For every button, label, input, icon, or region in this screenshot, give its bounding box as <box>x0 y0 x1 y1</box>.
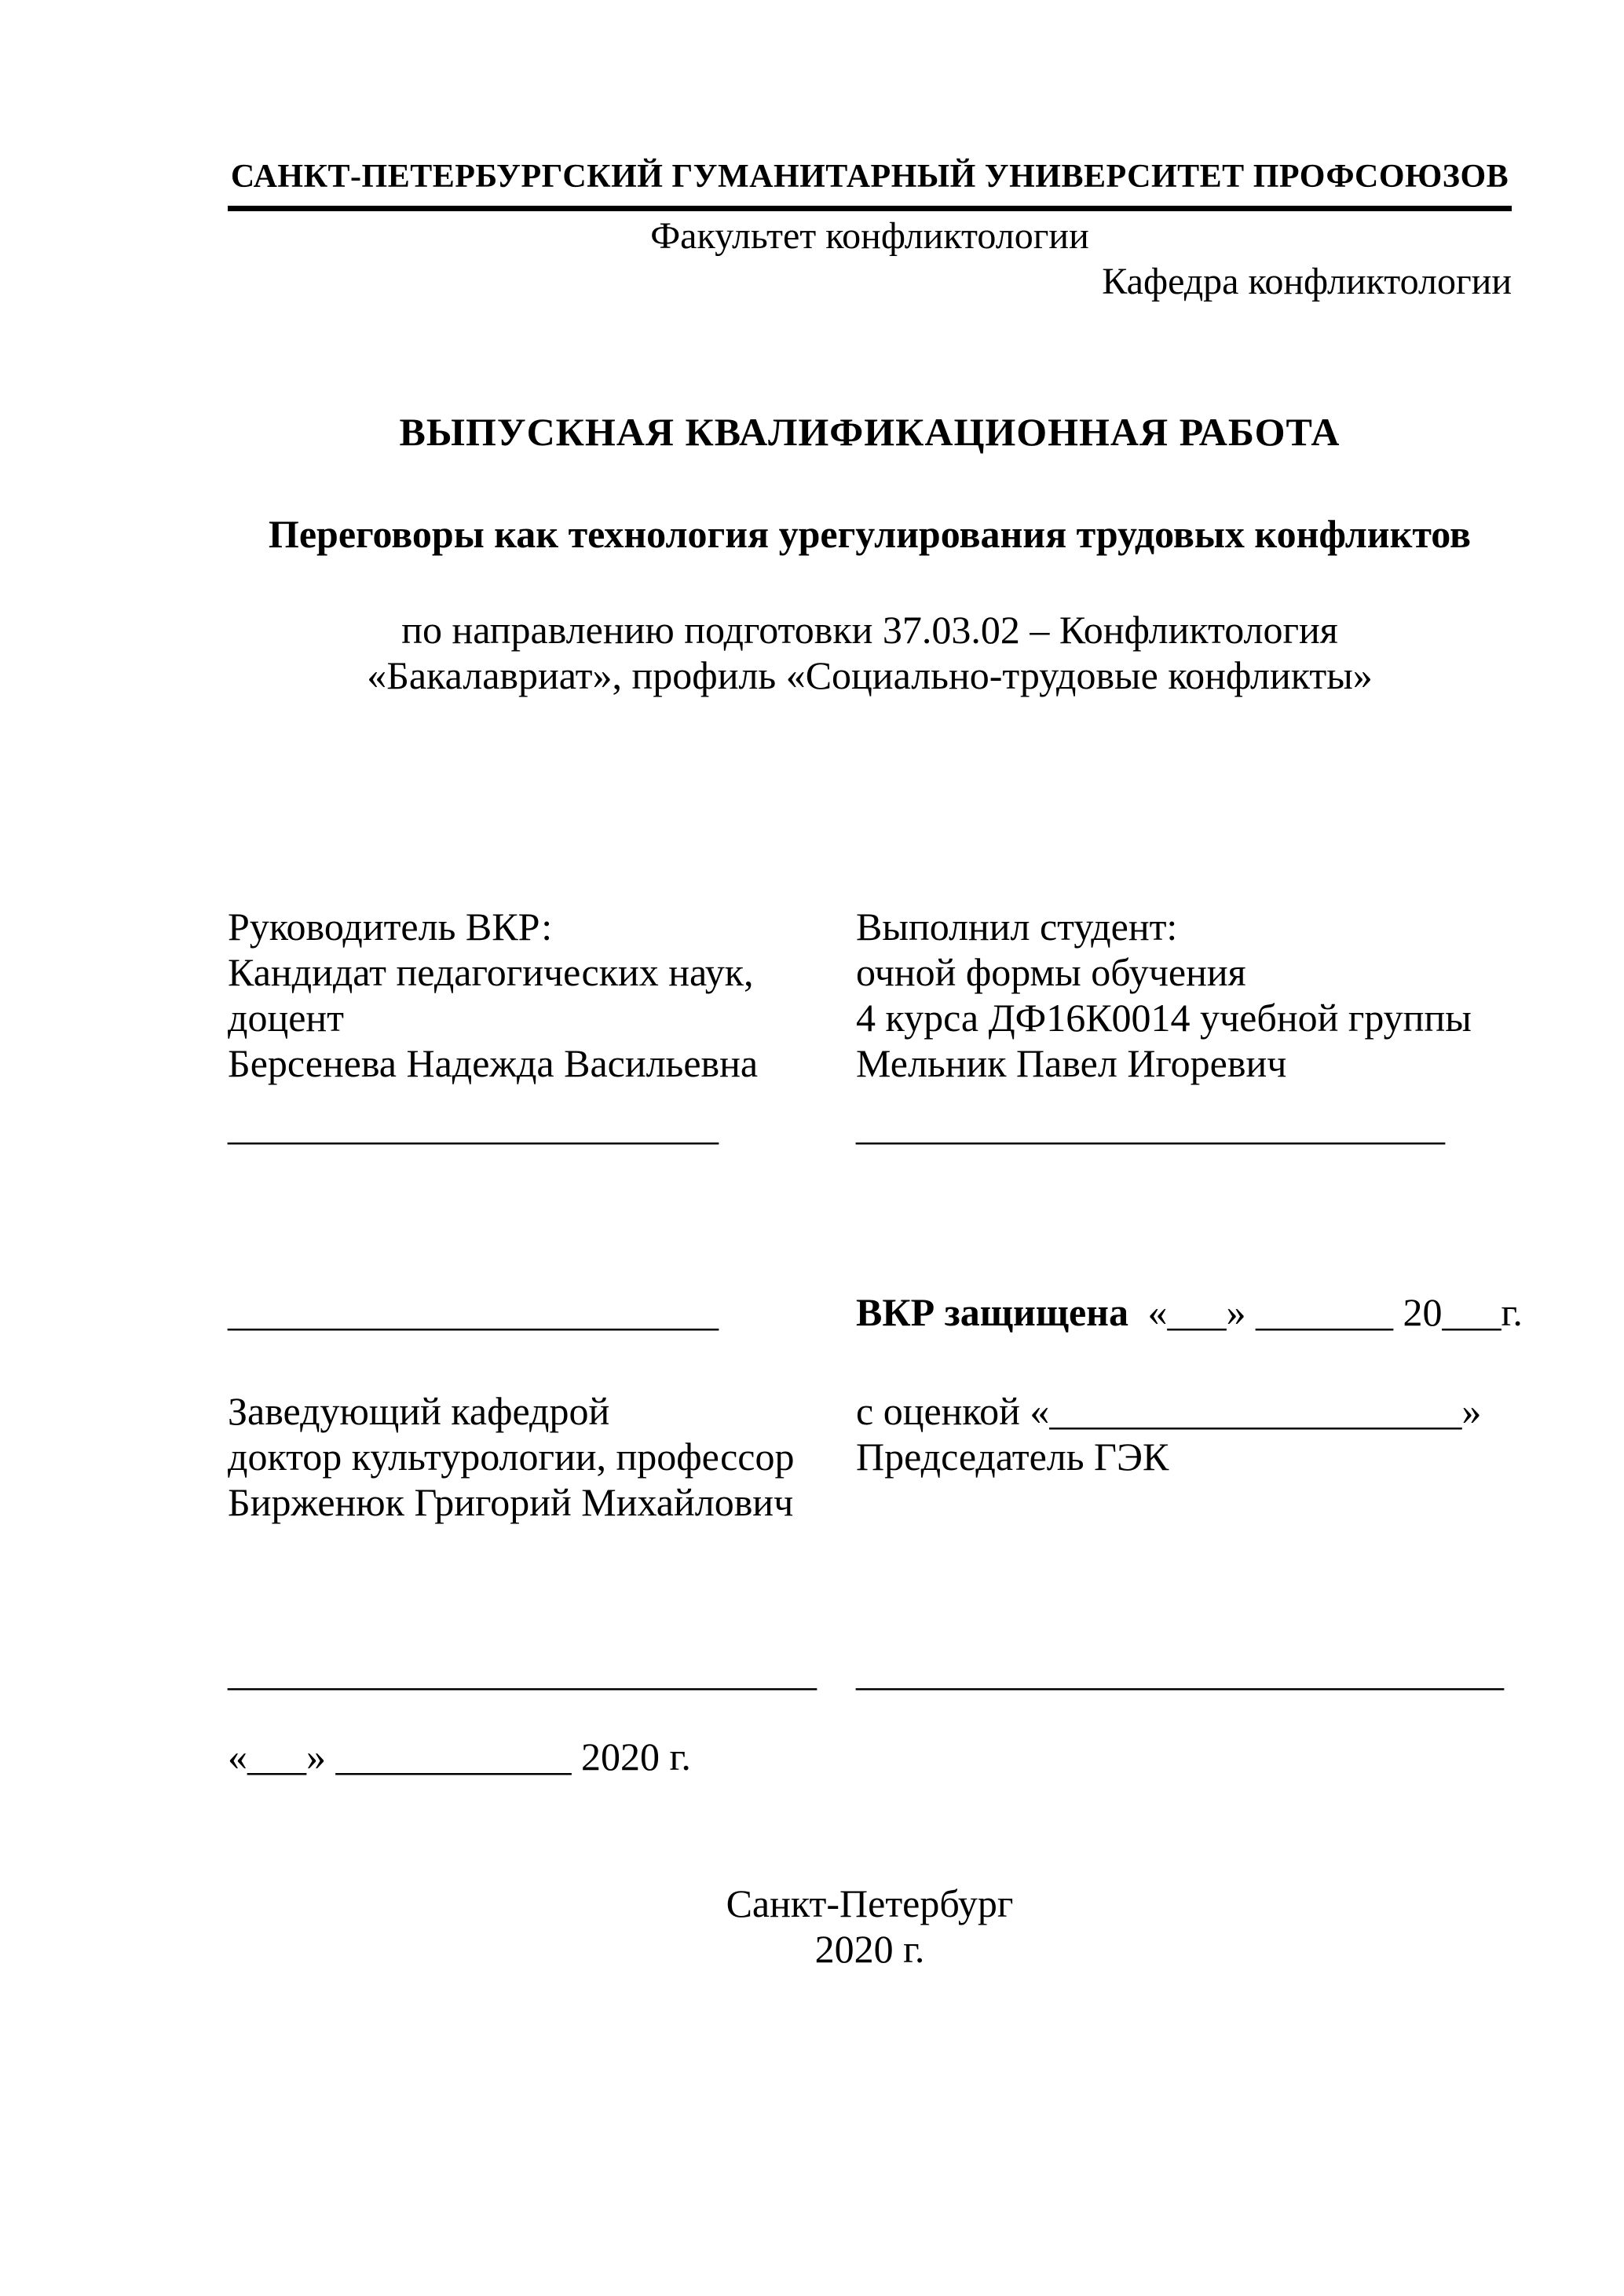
footer-city: Санкт-Петербург <box>726 1881 1014 1925</box>
faculty-name: Факультет конфликтологии <box>650 215 1089 257</box>
student-study-form: очной формы обучения <box>856 950 1246 994</box>
committee-chairman: Председатель ГЭК <box>856 1435 1169 1479</box>
grade-line: с оценкой «_____________________» <box>856 1389 1482 1433</box>
bottom-signature-lines <box>228 1649 1512 1695</box>
program-direction: по направлению подготовки 37.03.02 – Конфликтология <box>401 608 1338 652</box>
program-info <box>228 607 1512 698</box>
university-name: САНКТ-ПЕТЕРБУРГСКИЙ ГУМАНИТАРНЫЙ УНИВЕРСИТЕТ ПРОФСОЮЗОВ <box>230 159 1509 195</box>
department-head-name: Бирженюк Григорий Михайлович <box>228 1480 794 1524</box>
defense-date-blank: «___» _______ 20___г. <box>1147 1290 1523 1334</box>
approval-row-titles <box>228 1388 1512 1525</box>
grade-column <box>856 1388 1512 1525</box>
supervisor-column <box>228 904 856 1149</box>
department-head-position: Заведующий кафедрой <box>228 1389 610 1433</box>
approval-section <box>228 1289 1523 1525</box>
student-column <box>856 904 1512 1149</box>
department-head-signature-line: _________________________ <box>228 1290 719 1334</box>
department-head-column <box>228 1388 856 1525</box>
bottom-left-signature-line: ______________________________ <box>228 1650 817 1694</box>
supervisor-role-label: Руководитель ВКР: <box>228 905 553 949</box>
work-type-heading: ВЫПУСКНАЯ КВАЛИФИКАЦИОННАЯ РАБОТА <box>399 410 1341 454</box>
thesis-title: Переговоры как технология урегулирования трудовых конфликтов <box>268 512 1472 556</box>
supervisor-student-section <box>228 904 1512 1149</box>
student-group: 4 курса ДФ16К0014 учебной группы <box>856 996 1472 1040</box>
bottom-right-signature-line: _________________________________ <box>856 1650 1504 1694</box>
defense-label: ВКР защищена <box>856 1290 1128 1334</box>
supervisor-signature-line: _________________________ <box>228 1104 719 1148</box>
approval-row-signature <box>228 1289 1523 1335</box>
student-name: Мельник Павел Игоревич <box>856 1041 1287 1085</box>
student-signature-line: ______________________________ <box>856 1104 1445 1148</box>
program-profile: «Бакалавриат», профиль «Социально-трудовые конфликты» <box>367 653 1373 697</box>
supervisor-degree: Кандидат педагогических наук, <box>228 950 754 994</box>
bottom-date-line: «___» ____________ 2020 г. <box>228 1735 691 1779</box>
department-head-degree: доктор культурологии, профессор <box>228 1435 795 1479</box>
supervisor-position: доцент <box>228 996 344 1040</box>
department-name: Кафедра конфликтологии <box>1102 261 1512 302</box>
supervisor-name: Берсенева Надежда Васильевна <box>228 1041 759 1085</box>
defense-date-line <box>856 1289 1523 1335</box>
header-divider <box>228 206 1512 211</box>
student-role-label: Выполнил студент: <box>856 905 1178 949</box>
footer-year: 2020 г. <box>814 1927 925 1971</box>
